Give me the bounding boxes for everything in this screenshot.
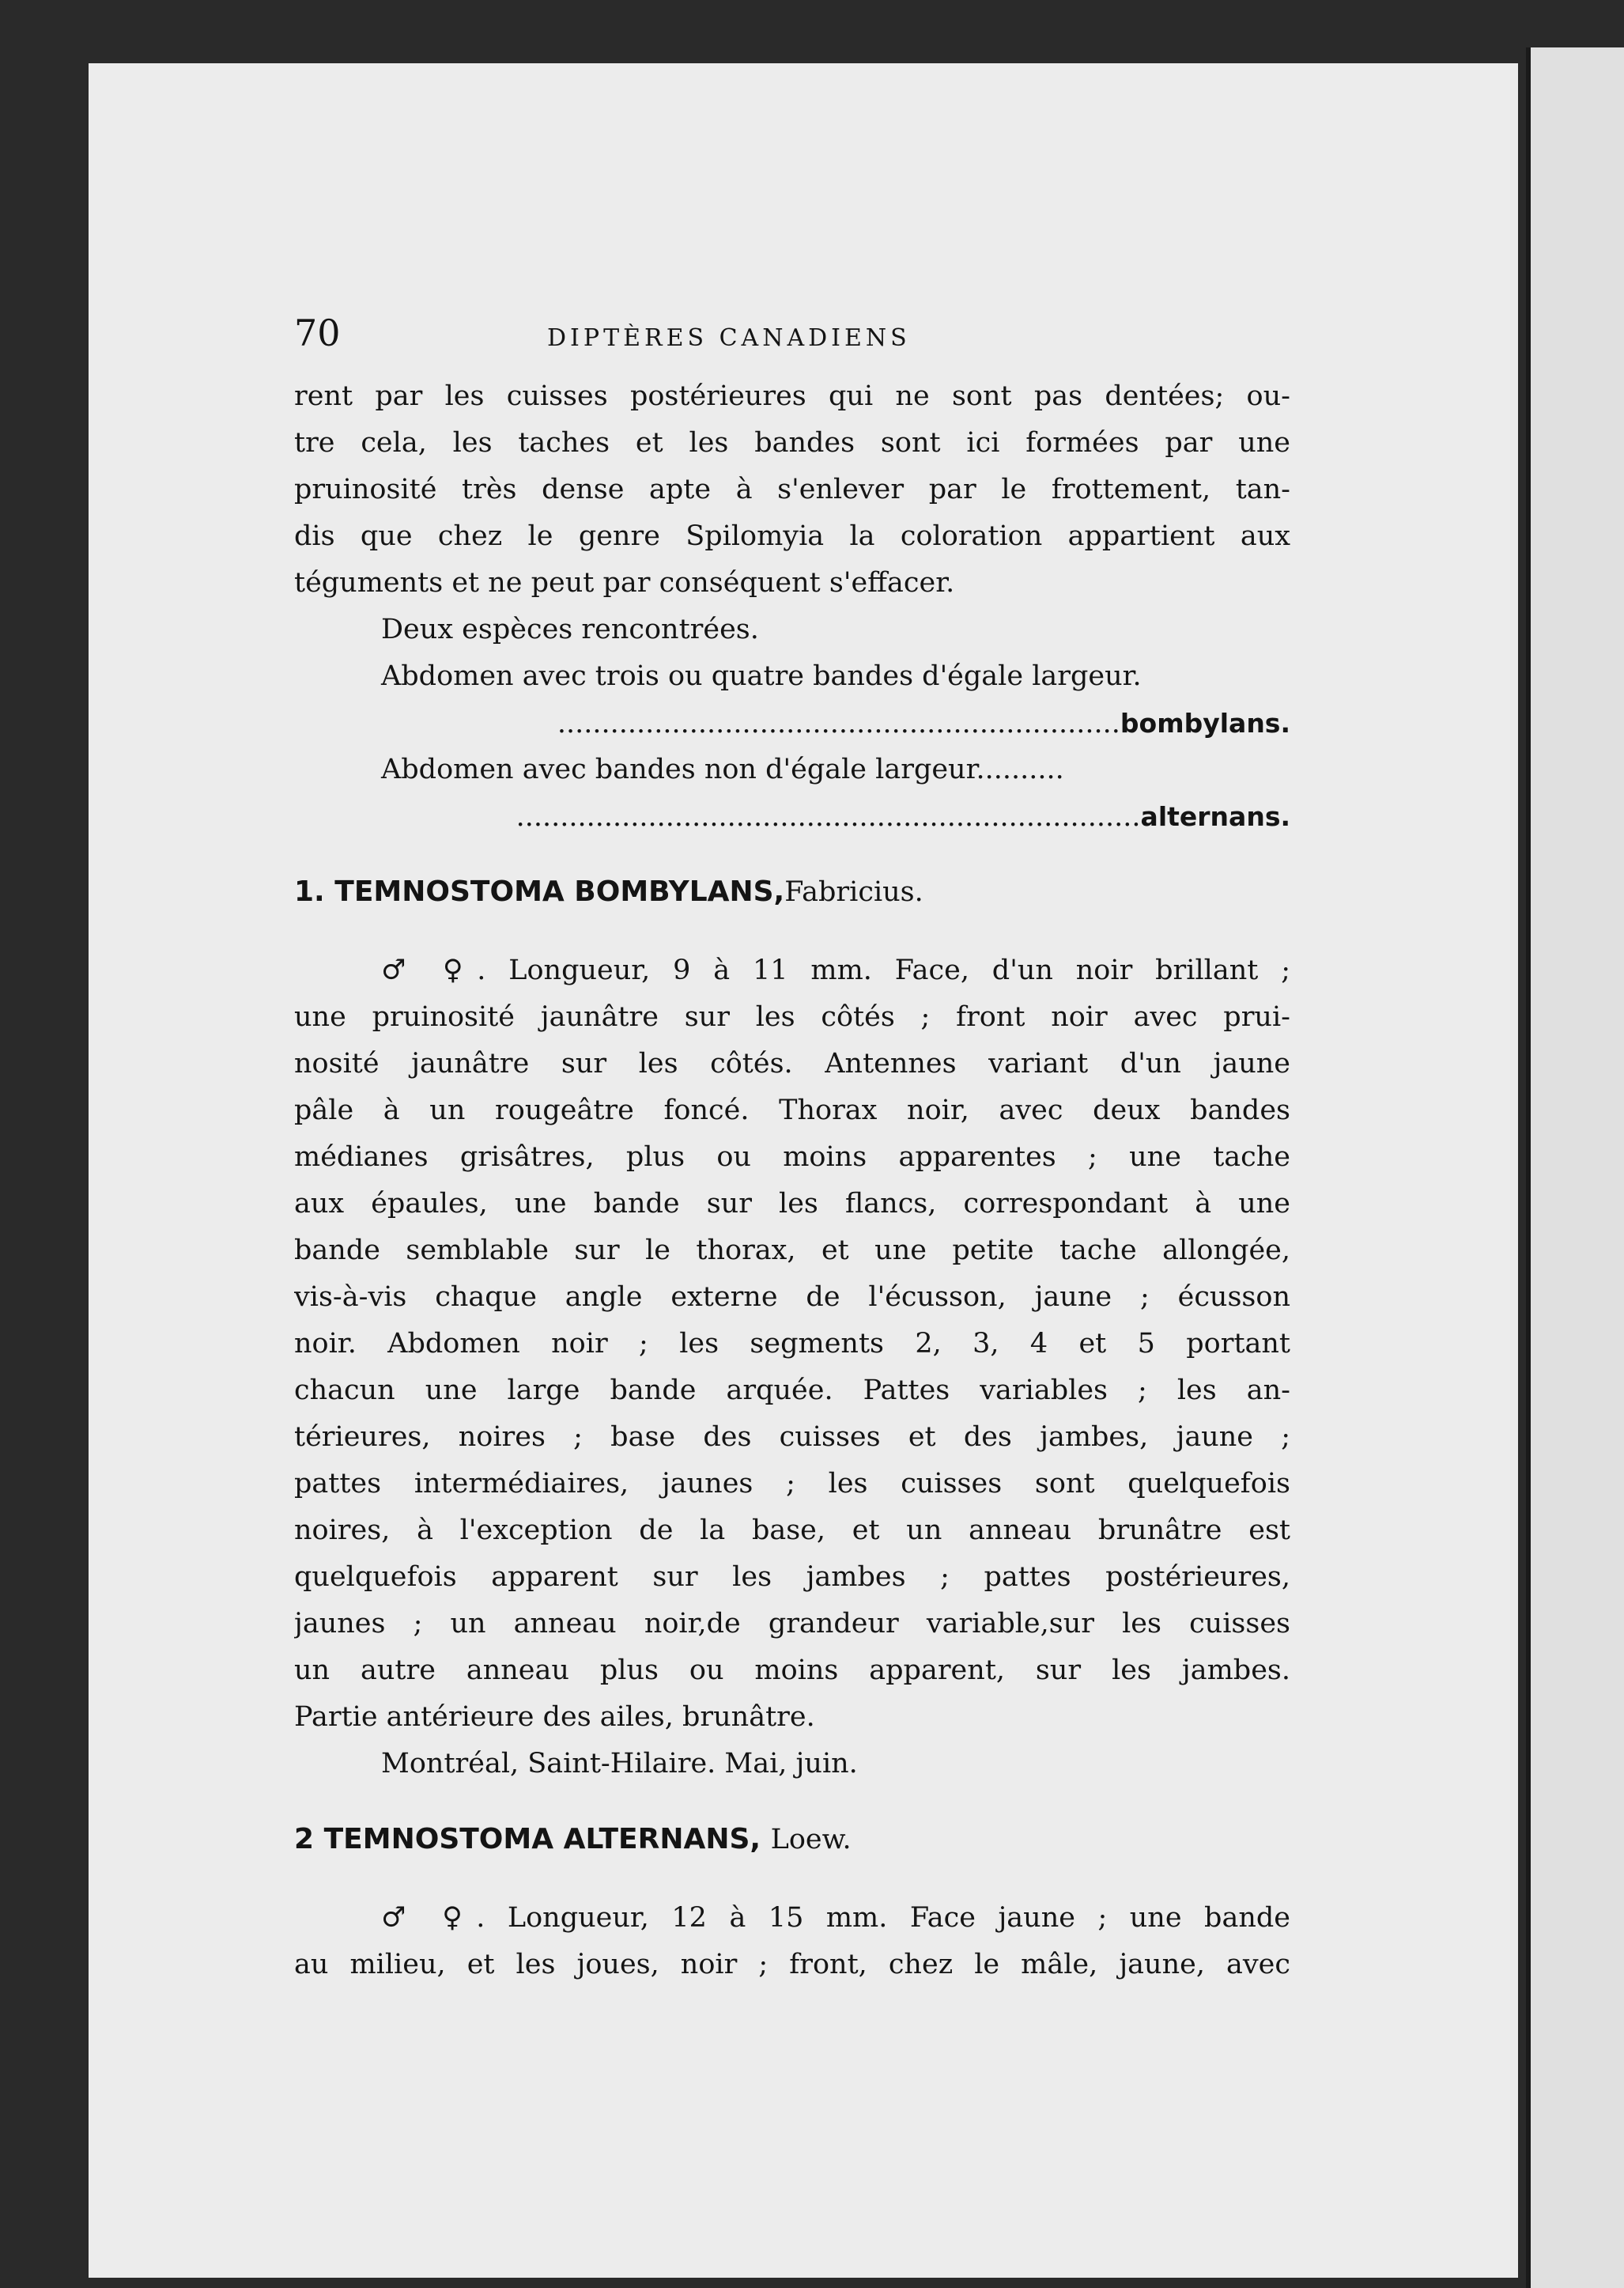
species-heading-alternans	[294, 1816, 1290, 1863]
text-line: vis-à-vis chaque angle externe de l'écusson, jaune ; écusson	[294, 1281, 1290, 1313]
key-species-name: alternans.	[1140, 801, 1290, 832]
text-line: dis que chez le genre Spilomyia la coloration appartient aux	[294, 520, 1290, 552]
key-entry-alternans	[294, 747, 1290, 840]
key-leader-line	[294, 793, 1290, 840]
key-intro: Deux espèces rencontrées.	[381, 614, 759, 645]
text-line: un autre anneau plus ou moins apparent, sur les jambes.	[294, 1655, 1290, 1686]
text-line: bande semblable sur le thorax, et une petite tache allongée,	[294, 1235, 1290, 1266]
text-line: ♂ ♀. Longueur, 12 à 15 mm. Face jaune ; une bande	[381, 1902, 1290, 1934]
text-line: Partie antérieure des ailes, brunâtre.	[294, 1701, 815, 1733]
species-description-alternans	[294, 1895, 1290, 1988]
species-number: 1.	[294, 875, 325, 908]
text-line: rent par les cuisses postérieures qui ne sont pas dentées; ou-	[294, 380, 1290, 412]
text-line: jaunes ; un anneau noir,de grandeur variable,sur les cuisses	[294, 1608, 1290, 1639]
species-name: TEMNOSTOMA ALTERNANS,	[323, 1823, 761, 1855]
text-line: térieures, noires ; base des cuisses et des jambes, jaune ;	[294, 1421, 1290, 1453]
text-line: pruinosité très dense apte à s'enlever par le frottement, tan-	[294, 474, 1290, 505]
species-author: Loew.	[770, 1824, 852, 1855]
species-name: TEMNOSTOMA BOMBYLANS,	[334, 875, 785, 908]
key-text: Abdomen avec trois ou quatre bandes d'égale largeur.	[381, 660, 1142, 692]
running-head: DIPTÈRES CANADIENS	[547, 324, 911, 352]
text-line: pattes intermédiaires, jaunes ; les cuisses sont quelquefois	[294, 1468, 1290, 1499]
species-author: Fabricius.	[784, 876, 923, 908]
text-line: ♂ ♀. Longueur, 9 à 11 mm. Face, d'un noir brillant ;	[381, 955, 1290, 986]
key-text: Abdomen avec bandes non d'égale largeur..........	[381, 754, 1064, 785]
text-line: quelquefois apparent sur les jambes ; pattes postérieures,	[294, 1561, 1290, 1593]
text-line: au milieu, et les joues, noir ; front, chez le mâle, jaune, avec	[294, 1949, 1290, 1980]
key-entry-bombylans	[294, 653, 1290, 747]
intro-paragraph	[294, 373, 1290, 607]
species-heading-bombylans	[294, 868, 1290, 916]
text-line: noir. Abdomen noir ; les segments 2, 3, 4 et 5 portant	[294, 1328, 1290, 1360]
locality: Montréal, Saint-Hilaire. Mai, juin.	[381, 1748, 858, 1779]
page-header	[294, 310, 1290, 357]
text-line: pâle à un rougeâtre foncé. Thorax noir, avec deux bandes	[294, 1095, 1290, 1126]
text-line: chacun une large bande arquée. Pattes variables ; les an-	[294, 1375, 1290, 1406]
key-species-name: bombylans.	[1120, 708, 1290, 739]
text-line: téguments et ne peut par conséquent s'effacer.	[294, 567, 955, 599]
text-line: aux épaules, une bande sur les flancs, correspondant à une	[294, 1188, 1290, 1220]
facing-page-edge	[1526, 47, 1624, 2288]
species-description-bombylans	[294, 947, 1290, 1787]
text-line: tre cela, les taches et les bandes sont ici formées par une	[294, 427, 1290, 459]
key-leader-line	[294, 700, 1290, 747]
key-leader: ................................................................	[557, 708, 1120, 739]
text-line: noires, à l'exception de la base, et un anneau brunâtre est	[294, 1515, 1290, 1546]
text-line: nosité jaunâtre sur les côtés. Antennes variant d'un jaune	[294, 1048, 1290, 1080]
text-line: médianes grisâtres, plus ou moins apparentes ; une tache	[294, 1141, 1290, 1173]
page-text	[294, 310, 1290, 1988]
page-number: 70	[294, 312, 341, 354]
key-leader: .......................................................................	[516, 801, 1141, 833]
species-number: 2	[294, 1823, 315, 1855]
text-line: une pruinosité jaunâtre sur les côtés ; front noir avec prui-	[294, 1001, 1290, 1033]
